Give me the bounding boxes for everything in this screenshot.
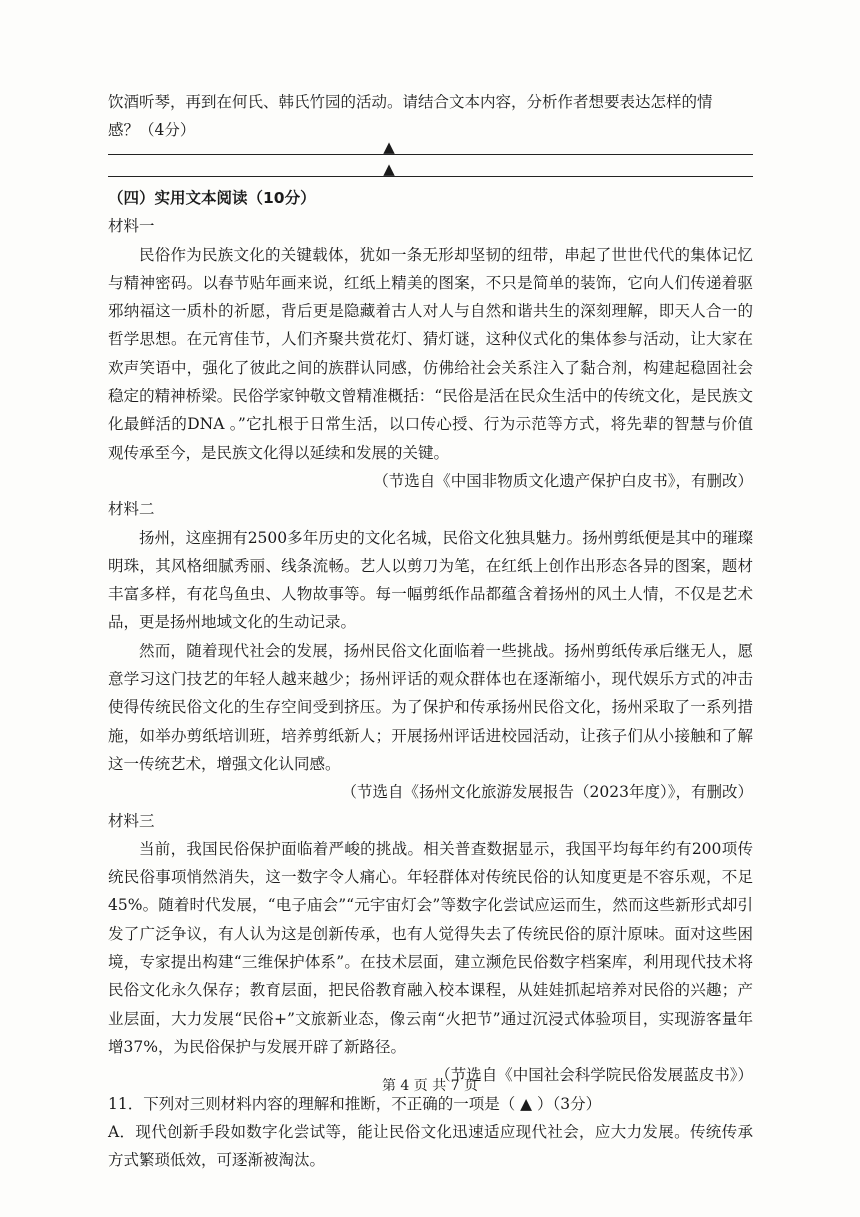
material2-para2: 然而，随着现代社会的发展，扬州民俗文化面临着一些挑战。扬州剪纸传承后继无人，愿意学习这门技艺的年轻人越来越少；扬州评话的观众群体也在逐渐缩小，现代娱乐方式的冲击使得传统民俗文化的生存空间受到挤压。为了保护和传承扬州民俗文化，扬州采取了一系列措施，如举办剪纸培训班，培养剪纸新人；开展扬州评话进校园活动，让孩子们从小接触和了解这一传统艺术，增强文化认同感。 [108,641,753,773]
question10-line2: 感？（4分） [108,121,196,140]
answer-line-1 [108,154,753,155]
page-footer: 第 4 页 共 7 页 [381,1078,479,1094]
material1-source: （节选自《中国非物质文化遗产保护白皮书》，有删改） [373,471,753,490]
section-heading: （四）实用文本阅读（10分） [108,189,316,207]
question10-line1: 饮酒听琴，再到在何氏、韩氏竹园的活动。请结合文本内容，分析作者想要表达怎样的情 [108,93,713,111]
answer-marker-1: ▲ [383,138,395,156]
material3-source: （节选自《中国社会科学院民俗发展蓝皮书》） [435,1066,753,1085]
material2-para1: 扬州，这座拥有2500多年历史的文化名城，民俗文化独具魅力。扬州剪纸便是其中的璀璨明珠，其风格细腻秀丽、线条流畅。艺人以剪刀为笔，在红纸上创作出形态各异的图案，题材丰富多样，有花鸟鱼虫、人物故事等。每一幅剪纸作品都蕴含着扬州的风土人情，不仅是艺术品，更是扬州地域文化的生动记录。 [108,528,753,632]
reading-section [108,184,753,1174]
material3-text: 当前，我国民俗保护面临着严峻的挑战。相关普查数据显示，我国平均每年约有200项传统民俗事项悄然消失，这一数字令人痛心。年轻群体对传统民俗的认知度更是不容乐观，不足45%。随着时代发展，“电子庙会”“元宇宙灯会”等数字化尝试应运而生，然而这些新形式却引发了广泛争议，有人认为这是创新传承，也有人觉得失去了传统民俗的原汁原味。面对这些困境，专家提出构建“三维保护体系”。在技术层面，建立濒危民俗数字档案库，利用现代技术将民俗文化永久保存；教育层面，把民俗教育融入校本课程，从娃娃抓起培养对民俗的兴趣；产业层面，大力发展“民俗+”文旅新业态，像云南“火把节”通过沉浸式体验项目，实现游客量年增37%，为民俗保护与发展开辟了新路径。 [108,839,753,1056]
material2-label: 材料二 [108,500,155,519]
answer-line-2 [108,176,753,177]
answer-marker-2: ▲ [383,160,395,178]
material1-text: 民俗作为民族文化的关键载体，犹如一条无形却坚韧的纽带，串起了世世代代的集体记忆与精神密码。以春节贴年画来说，红纸上精美的图案，不只是简单的装饰，它向人们传递着驱邪纳福这一质朴的祈愿，背后更是隐藏着古人对人与自然和谐共生的深刻理解，即天人合一的哲学思想。在元宵佳节，人们齐聚共赏花灯、猜灯谜，这种仪式化的集体参与活动，让大家在欢声笑语中，强化了彼此之间的族群认同感，仿佛给社会关系注入了黏合剂，构建起稳固社会稳定的精神桥梁。民俗学家钟敬文曾精准概括：“民俗是活在民众生活中的传统文化，是民族文化最鲜活的DNA 。”它扎根于日常生活，以口传心授、行为示范等方式，将先辈的智慧与价值观传承至今，是民族文化得以延续和发展的关键。 [108,245,753,462]
material1-label: 材料一 [108,217,155,236]
question11-option-a: A．现代创新手段如数字化尝试等，能让民俗文化迅速适应现代社会，应大力发展。传统传承方式繁琐低效，可逐渐被淘汰。 [108,1122,753,1170]
material2-source: （节选自《扬州文化旅游发展报告（2023年度）》，有删改） [341,783,753,802]
question10-tail [108,88,753,145]
material3-label: 材料三 [108,811,155,830]
question11-stem: 11．下列对三则材料内容的理解和推断，不正确的一项是（ ▲ ）（3分） [108,1094,602,1113]
